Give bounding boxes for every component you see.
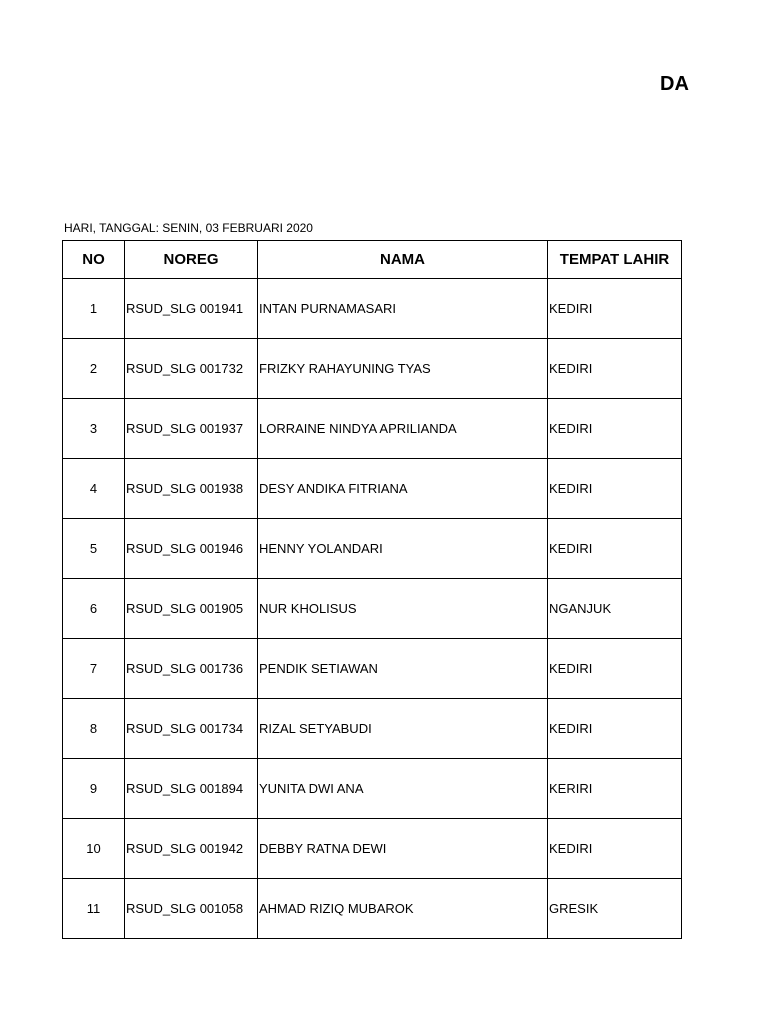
table-row xyxy=(63,519,682,579)
cell-no: 10 xyxy=(63,819,125,879)
table-row xyxy=(63,459,682,519)
cell-no: 11 xyxy=(63,879,125,939)
cell-nama: LORRAINE NINDYA APRILIANDA xyxy=(258,399,548,459)
participant-table xyxy=(62,240,682,939)
cell-nama: HENNY YOLANDARI xyxy=(258,519,548,579)
cell-no: 9 xyxy=(63,759,125,819)
cell-noreg: RSUD_SLG 001942 xyxy=(125,819,258,879)
cell-tempat-lahir: KEDIRI xyxy=(548,399,682,459)
cell-nama: AHMAD RIZIQ MUBAROK xyxy=(258,879,548,939)
document-title: DA xyxy=(660,73,689,95)
cell-nama: INTAN PURNAMASARI xyxy=(258,279,548,339)
cell-tempat-lahir: KERIRI xyxy=(548,759,682,819)
cell-noreg: RSUD_SLG 001736 xyxy=(125,639,258,699)
cell-noreg: RSUD_SLG 001938 xyxy=(125,459,258,519)
cell-noreg: RSUD_SLG 001734 xyxy=(125,699,258,759)
cell-no: 4 xyxy=(63,459,125,519)
table-row xyxy=(63,759,682,819)
cell-no: 7 xyxy=(63,639,125,699)
cell-noreg: RSUD_SLG 001937 xyxy=(125,399,258,459)
header-no: NO xyxy=(63,241,125,279)
cell-noreg: RSUD_SLG 001905 xyxy=(125,579,258,639)
header-nama: NAMA xyxy=(258,241,548,279)
cell-tempat-lahir: KEDIRI xyxy=(548,819,682,879)
cell-nama: YUNITA DWI ANA xyxy=(258,759,548,819)
cell-nama: PENDIK SETIAWAN xyxy=(258,639,548,699)
cell-tempat-lahir: GRESIK xyxy=(548,879,682,939)
cell-nama: DEBBY RATNA DEWI xyxy=(258,819,548,879)
cell-nama: FRIZKY RAHAYUNING TYAS xyxy=(258,339,548,399)
header-noreg: NOREG xyxy=(125,241,258,279)
cell-tempat-lahir: KEDIRI xyxy=(548,459,682,519)
cell-noreg: RSUD_SLG 001941 xyxy=(125,279,258,339)
header-tempat-lahir: TEMPAT LAHIR xyxy=(548,241,682,279)
table-row xyxy=(63,339,682,399)
table-header-row xyxy=(63,241,682,279)
table-row xyxy=(63,699,682,759)
cell-tempat-lahir: KEDIRI xyxy=(548,639,682,699)
cell-noreg: RSUD_SLG 001894 xyxy=(125,759,258,819)
cell-nama: RIZAL SETYABUDI xyxy=(258,699,548,759)
cell-tempat-lahir: KEDIRI xyxy=(548,339,682,399)
table-row xyxy=(63,399,682,459)
table-row xyxy=(63,639,682,699)
cell-no: 5 xyxy=(63,519,125,579)
cell-noreg: RSUD_SLG 001946 xyxy=(125,519,258,579)
cell-no: 3 xyxy=(63,399,125,459)
cell-no: 2 xyxy=(63,339,125,399)
cell-noreg: RSUD_SLG 001732 xyxy=(125,339,258,399)
table-row xyxy=(63,579,682,639)
cell-no: 1 xyxy=(63,279,125,339)
cell-nama: DESY ANDIKA FITRIANA xyxy=(258,459,548,519)
cell-no: 6 xyxy=(63,579,125,639)
cell-tempat-lahir: KEDIRI xyxy=(548,279,682,339)
cell-tempat-lahir: KEDIRI xyxy=(548,519,682,579)
table-row xyxy=(63,279,682,339)
cell-nama: NUR KHOLISUS xyxy=(258,579,548,639)
date-line: HARI, TANGGAL: SENIN, 03 FEBRUARI 2020 xyxy=(64,221,313,235)
cell-noreg: RSUD_SLG 001058 xyxy=(125,879,258,939)
cell-tempat-lahir: KEDIRI xyxy=(548,699,682,759)
table-row xyxy=(63,879,682,939)
table-row xyxy=(63,819,682,879)
cell-no: 8 xyxy=(63,699,125,759)
cell-tempat-lahir: NGANJUK xyxy=(548,579,682,639)
